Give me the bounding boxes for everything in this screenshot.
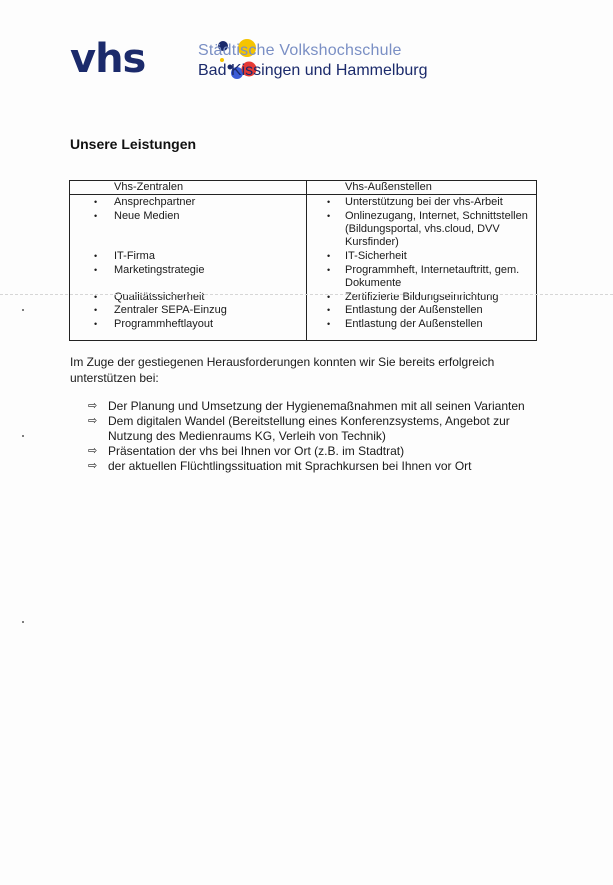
org-name-line2: Bad Kissingen und Hammelburg [198, 62, 428, 79]
scan-speck [22, 309, 24, 311]
support-list [88, 399, 548, 474]
list-item: • Qualitätssicherheit [70, 291, 302, 304]
support-item-text: Präsentation der vhs bei Ihnen vor Ort (z.B. im Stadtrat) [108, 444, 405, 458]
column-header-zentralen: Vhs-Zentralen [70, 181, 306, 195]
section-title: Unsere Leistungen [70, 136, 197, 152]
table-column-aussenstellen [307, 181, 536, 340]
support-item [88, 444, 548, 459]
list-item: • Entlastung der Außenstellen [307, 304, 532, 317]
org-name-line1: Städtische Volkshochschule [198, 42, 402, 59]
support-item-text: Dem digitalen Wandel (Bereitstellung eines Konferenzsystems, Angebot zur Nutzung des Medienraums KG, Verleih von Technik) [108, 414, 510, 443]
list-item: • Programmheft, Internetauftritt, gem. Dokumente [307, 264, 532, 290]
services-table [69, 180, 537, 341]
list-item: • Unterstützung bei der vhs-Arbeit [307, 196, 532, 209]
list-item: • Marketingstrategie [70, 264, 302, 277]
intro-paragraph: Im Zuge der gestiegenen Herausforderungen konnten wir Sie bereits erfolgreich unterstützen bei: [70, 355, 495, 385]
list-item: • Zertifizierte Bildungseinrichtung [307, 291, 532, 304]
list-item: • Onlinezugang, Internet, Schnittstellen (Bildungsportal, vhs.cloud, DVV Kursfinder) [307, 210, 532, 249]
arrow-icon: ⇨ [88, 400, 98, 412]
list-item: • IT-Sicherheit [307, 250, 532, 263]
logo-wordmark: vhs [70, 36, 146, 82]
list-item: • Zentraler SEPA-Einzug [70, 304, 302, 317]
table-column-zentralen [70, 181, 307, 340]
arrow-icon: ⇨ [88, 460, 98, 472]
arrow-icon: ⇨ [88, 415, 98, 427]
scan-speck [22, 435, 24, 437]
scan-artifact-line [0, 294, 613, 295]
list-item: • Programmheftlayout [70, 318, 302, 331]
column-header-aussenstellen: Vhs-Außenstellen [307, 181, 536, 195]
list-item: • Neue Medien [70, 210, 302, 223]
list-item: • Ansprechpartner [70, 196, 302, 209]
list-item: • IT-Firma [70, 250, 302, 263]
support-item [88, 459, 548, 474]
support-item-text: der aktuellen Flüchtlingssituation mit Sprachkursen bei Ihnen vor Ort [108, 459, 472, 473]
list-item: • Entlastung der Außenstellen [307, 318, 532, 331]
support-item-text: Der Planung und Umsetzung der Hygienemaßnahmen mit all seinen Varianten [108, 399, 525, 413]
support-item [88, 414, 548, 444]
scan-speck [22, 621, 24, 623]
arrow-icon: ⇨ [88, 445, 98, 457]
support-item [88, 399, 548, 414]
